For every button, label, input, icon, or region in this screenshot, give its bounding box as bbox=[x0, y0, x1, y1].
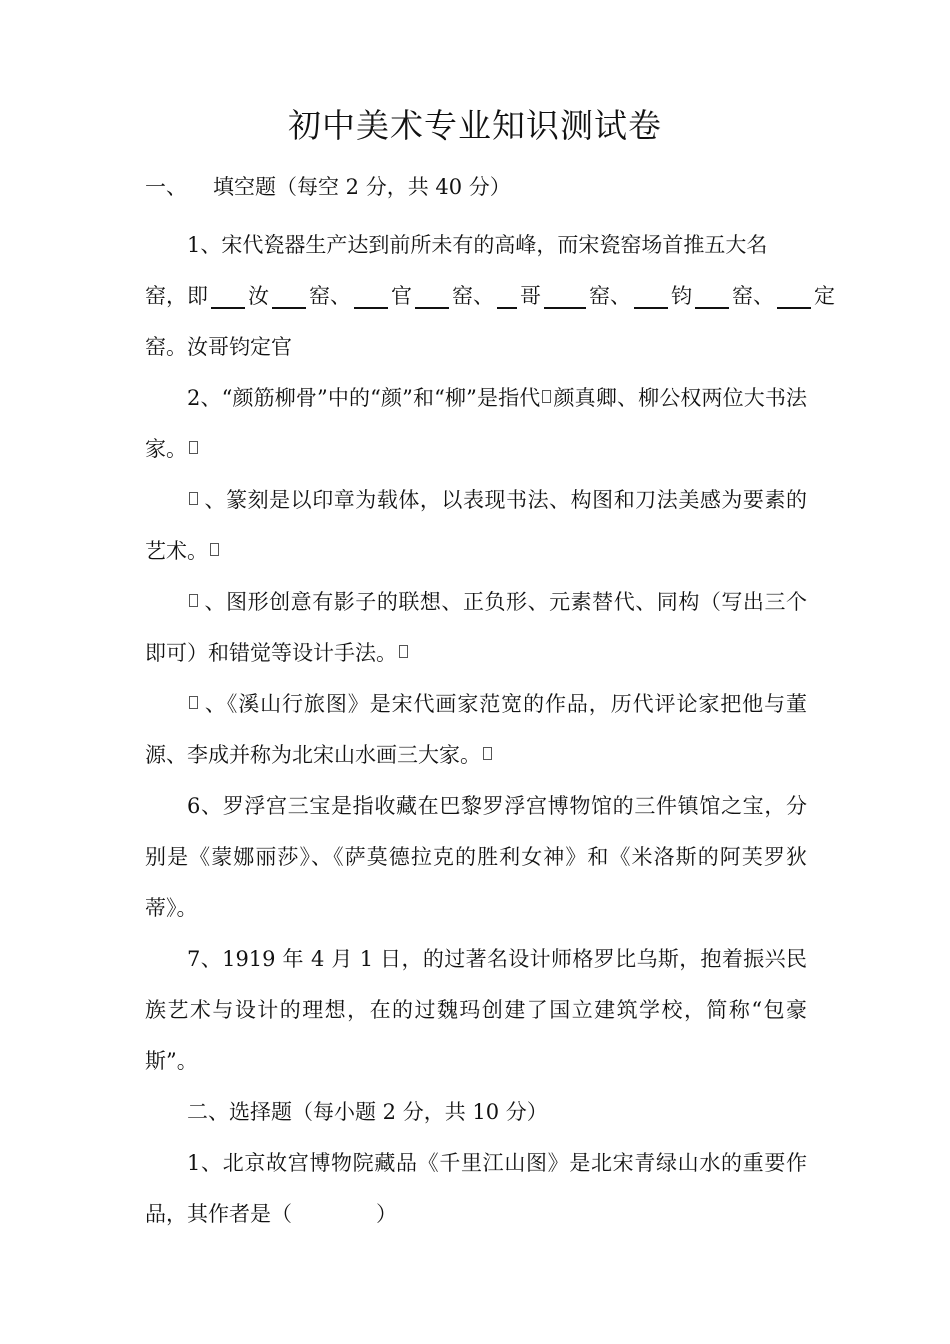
missing-glyph-box bbox=[399, 645, 408, 658]
question-1-blanks bbox=[145, 271, 835, 322]
question-1-answer: 窑。汝哥钧定官 bbox=[145, 335, 292, 359]
missing-glyph-box bbox=[189, 696, 198, 709]
question-5: 、《溪山行旅图》是宋代画家范宽的作品，历代评论家把他与董源、李成并称为北宋山水画三大家。 bbox=[145, 692, 807, 767]
missing-glyph-box bbox=[189, 492, 198, 505]
blank-item: 官 窑、 bbox=[351, 271, 494, 322]
section-1-heading bbox=[145, 172, 825, 202]
blank-item: 钧 窑、 bbox=[631, 271, 774, 322]
missing-glyph-box bbox=[210, 543, 219, 556]
section-1-title: 填空题（每空 2 分，共 40 分） bbox=[213, 175, 511, 199]
question-7: 7、1919 年 4 月 1 日，的过著名设计师格罗比乌斯，抱着振兴民族艺术与设计的理想，在的过魏玛创建了国立建筑学校，简称“包豪斯”。 bbox=[145, 947, 807, 1073]
section-1-number: 一、 bbox=[145, 175, 187, 199]
question-body bbox=[145, 220, 835, 1240]
missing-glyph-box bbox=[189, 594, 198, 607]
question-4: 、图形创意有影子的联想、正负形、元素替代、同构（写出三个即可）和错觉等设计手法。 bbox=[145, 590, 807, 665]
missing-glyph-box bbox=[542, 390, 551, 403]
blank-item: 哥 窑、 bbox=[494, 271, 631, 322]
choice-question-1: 1、北京故宫博物院藏品《千里江山图》是北宋青绿山水的重要作品，其作者是（ ） bbox=[145, 1151, 807, 1226]
question-3: 、篆刻是以印章为载体，以表现书法、构图和刀法美感为要素的艺术。 bbox=[145, 488, 807, 563]
section-2-heading: 二、选择题（每小题 2 分，共 10 分） bbox=[187, 1100, 548, 1124]
blank-item: 汝 窑、 bbox=[208, 271, 351, 322]
missing-glyph-box bbox=[483, 747, 492, 760]
question-1-prefix: 窑，即 bbox=[145, 284, 208, 308]
missing-glyph-box bbox=[189, 441, 198, 454]
question-2: 2、“颜筋柳骨”中的“颜”和“柳”是指代 颜真卿、柳公权两位大书法家。 bbox=[145, 386, 808, 461]
question-1-intro: 1、宋代瓷器生产达到前所未有的高峰，而宋瓷窑场首推五大名 bbox=[187, 233, 768, 257]
blank-item: 定 bbox=[774, 271, 835, 322]
question-6: 6、罗浮宫三宝是指收藏在巴黎罗浮宫博物馆的三件镇馆之宝，分别是《蒙娜丽莎》、《萨莫德拉克的胜利女神》和《米洛斯的阿芙罗狄蒂》。 bbox=[145, 794, 807, 920]
page-title: 初中美术专业知识测试卷 bbox=[288, 106, 662, 145]
